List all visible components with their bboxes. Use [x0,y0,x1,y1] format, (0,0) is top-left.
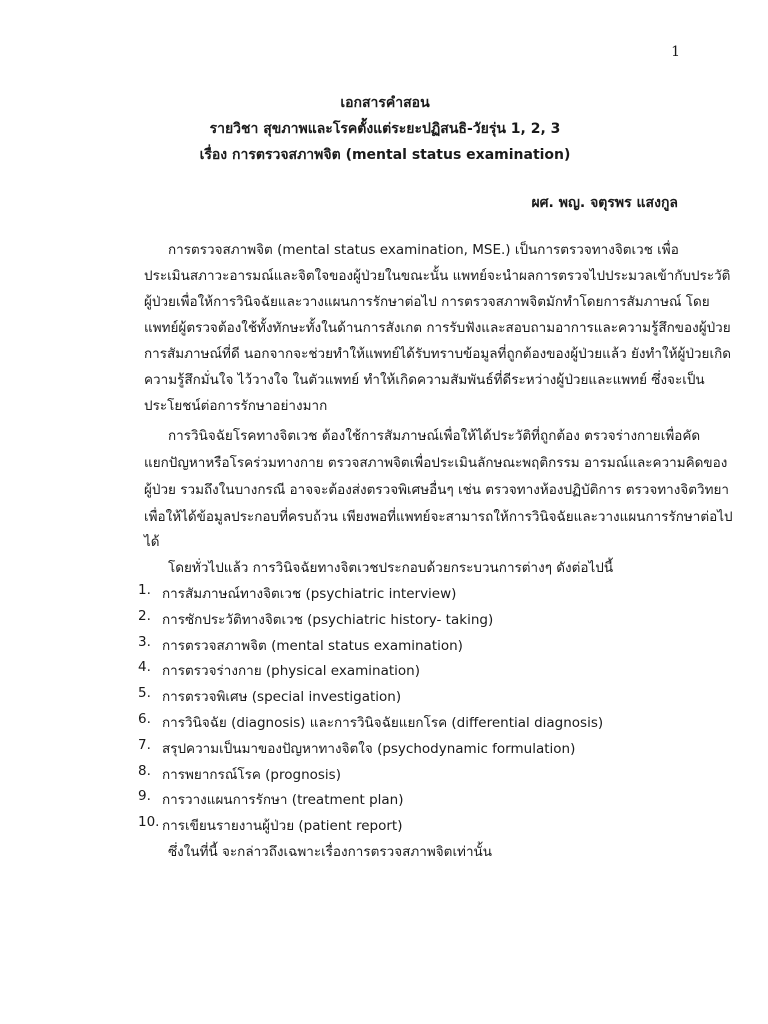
paragraph-1-line: ประโยชน์ต่อการรักษาอย่างมาก [144,398,328,414]
course-heading: รายวิชา สุขภาพและโรคตั้งแต่ระยะปฏิสนธิ-วัยรุ่น 1, 2, 3 [209,121,561,137]
list-item [138,737,603,763]
list-item [138,659,603,685]
list-item [138,711,603,737]
paragraph-2-line: ได้ [144,534,160,550]
paragraph-2-line: แยกปัญหาหรือโรคร่วมทางกาย ตรวจสภาพจิตเพื่อประเมินลักษณะพฤติกรรม อารมณ์และความคิดของ [144,455,728,471]
list-item [138,582,603,608]
paragraph-1-line: แพทย์ผู้ตรวจต้องใช้ทั้งทักษะทั้งในด้านการสังเกต การรับฟังและสอบถามอาการและความรู้สึกของผู้ป่วย [144,320,731,336]
page-number: 1 [671,44,680,60]
paragraph-1-line: การตรวจสภาพจิต (mental status examination, MSE.) เป็นการตรวจทางจิตเวช เพื่อ [168,242,679,258]
list-item-number: 7. [138,736,151,753]
list-item [138,685,603,711]
list-item-number: 9. [138,788,151,805]
list-item-number: 5. [138,685,151,702]
paragraph-2-line: ผู้ป่วย รวมถึงในบางกรณี อาจจะต้องส่งตรวจพิเศษอื่นๆ เช่น ตรวจทางห้องปฏิบัติการ ตรวจทางจิตวิทยา [144,482,729,498]
list-item-text: การตรวจสภาพจิต (mental status examination) [162,637,463,654]
list-item-text: การซักประวัติทางจิตเวช (psychiatric history- taking) [162,611,494,628]
list-item-text: การตรวจร่างกาย (physical examination) [162,663,420,680]
list-item-number: 10. [138,814,160,831]
list-item-text: การวินิจฉัย (diagnosis) และการวินิจฉัยแยกโรค (differential diagnosis) [162,714,604,731]
list-item-text: การวางแผนการรักษา (treatment plan) [162,792,404,809]
paragraph-1-line: การสัมภาษณ์ที่ดี นอกจากจะช่วยทำให้แพทย์ได้รับทราบข้อมูลที่ถูกต้องของผู้ป่วยแล้ว ยังทำให้ผู้ป่วยเกิด [144,346,732,362]
list-item-number: 3. [138,633,151,650]
paragraph-1-line: ความรู้สึกมั่นใจ ไว้วางใจ ในตัวแพทย์ ทำให้เกิดความสัมพันธ์ที่ดีระหว่างผู้ป่วยและแพทย์ ซึ่งจะเป็น [144,372,705,388]
list-item [138,608,603,634]
list-item-text: การเขียนรายงานผู้ป่วย (patient report) [162,818,403,835]
list-item-text: สรุปความเป็นมาของปัญหาทางจิตใจ (psychodynamic formulation) [162,740,576,757]
list-item-number: 6. [138,710,151,727]
list-item [138,814,603,840]
list-item-number: 4. [138,659,151,676]
paragraph-2-line: เพื่อให้ได้ข้อมูลประกอบที่ครบถ้วน เพียงพอที่แพทย์จะสามารถให้การวินิจฉัยและวางแผนการรักษาต่อไป [144,509,733,525]
document-type-heading: เอกสารคำสอน [340,95,430,111]
list-item-text: การพยากรณ์โรค (prognosis) [162,766,341,783]
list-item-number: 1. [138,582,151,598]
list-item [138,788,603,814]
list-item [138,763,603,789]
topic-heading: เรื่อง การตรวจสภาพจิต (mental status examination) [199,147,571,163]
diagnosis-steps-list [138,582,603,840]
closing-sentence: ซึ่งในที่นี้ จะกล่าวถึงเฉพาะเรื่องการตรวจสภาพจิตเท่านั้น [168,844,492,860]
list-item-text: การตรวจพิเศษ (special investigation) [162,689,402,706]
list-item-number: 8. [138,762,151,779]
paragraph-2-line: การวินิจฉัยโรคทางจิตเวช ต้องใช้การสัมภาษณ์เพื่อให้ได้ประวัติที่ถูกต้อง ตรวจร่างกายเพื่อคัด [168,428,701,444]
paragraph-3: โดยทั่วไปแล้ว การวินิจฉัยทางจิตเวชประกอบด้วยกระบวนการต่างๆ ดังต่อไปนี้ [168,560,614,576]
paragraph-1-line: ผู้ป่วยเพื่อให้การวินิจฉัยและวางแผนการรักษาต่อไป การตรวจสภาพจิตมักทำโดยการสัมภาษณ์ โดย [144,294,710,310]
list-item-text: การสัมภาษณ์ทางจิตเวช (psychiatric interview) [162,586,457,602]
paragraph-1-line: ประเมินสภาวะอารมณ์และจิตใจของผู้ป่วยในขณะนั้น แพทย์จะนำผลการตรวจไปประมวลเข้ากับประวัติ [144,268,731,284]
list-item-number: 2. [138,607,151,624]
author-name: ผศ. พญ. จตุรพร แสงกูล [531,195,678,211]
list-item [138,634,603,660]
